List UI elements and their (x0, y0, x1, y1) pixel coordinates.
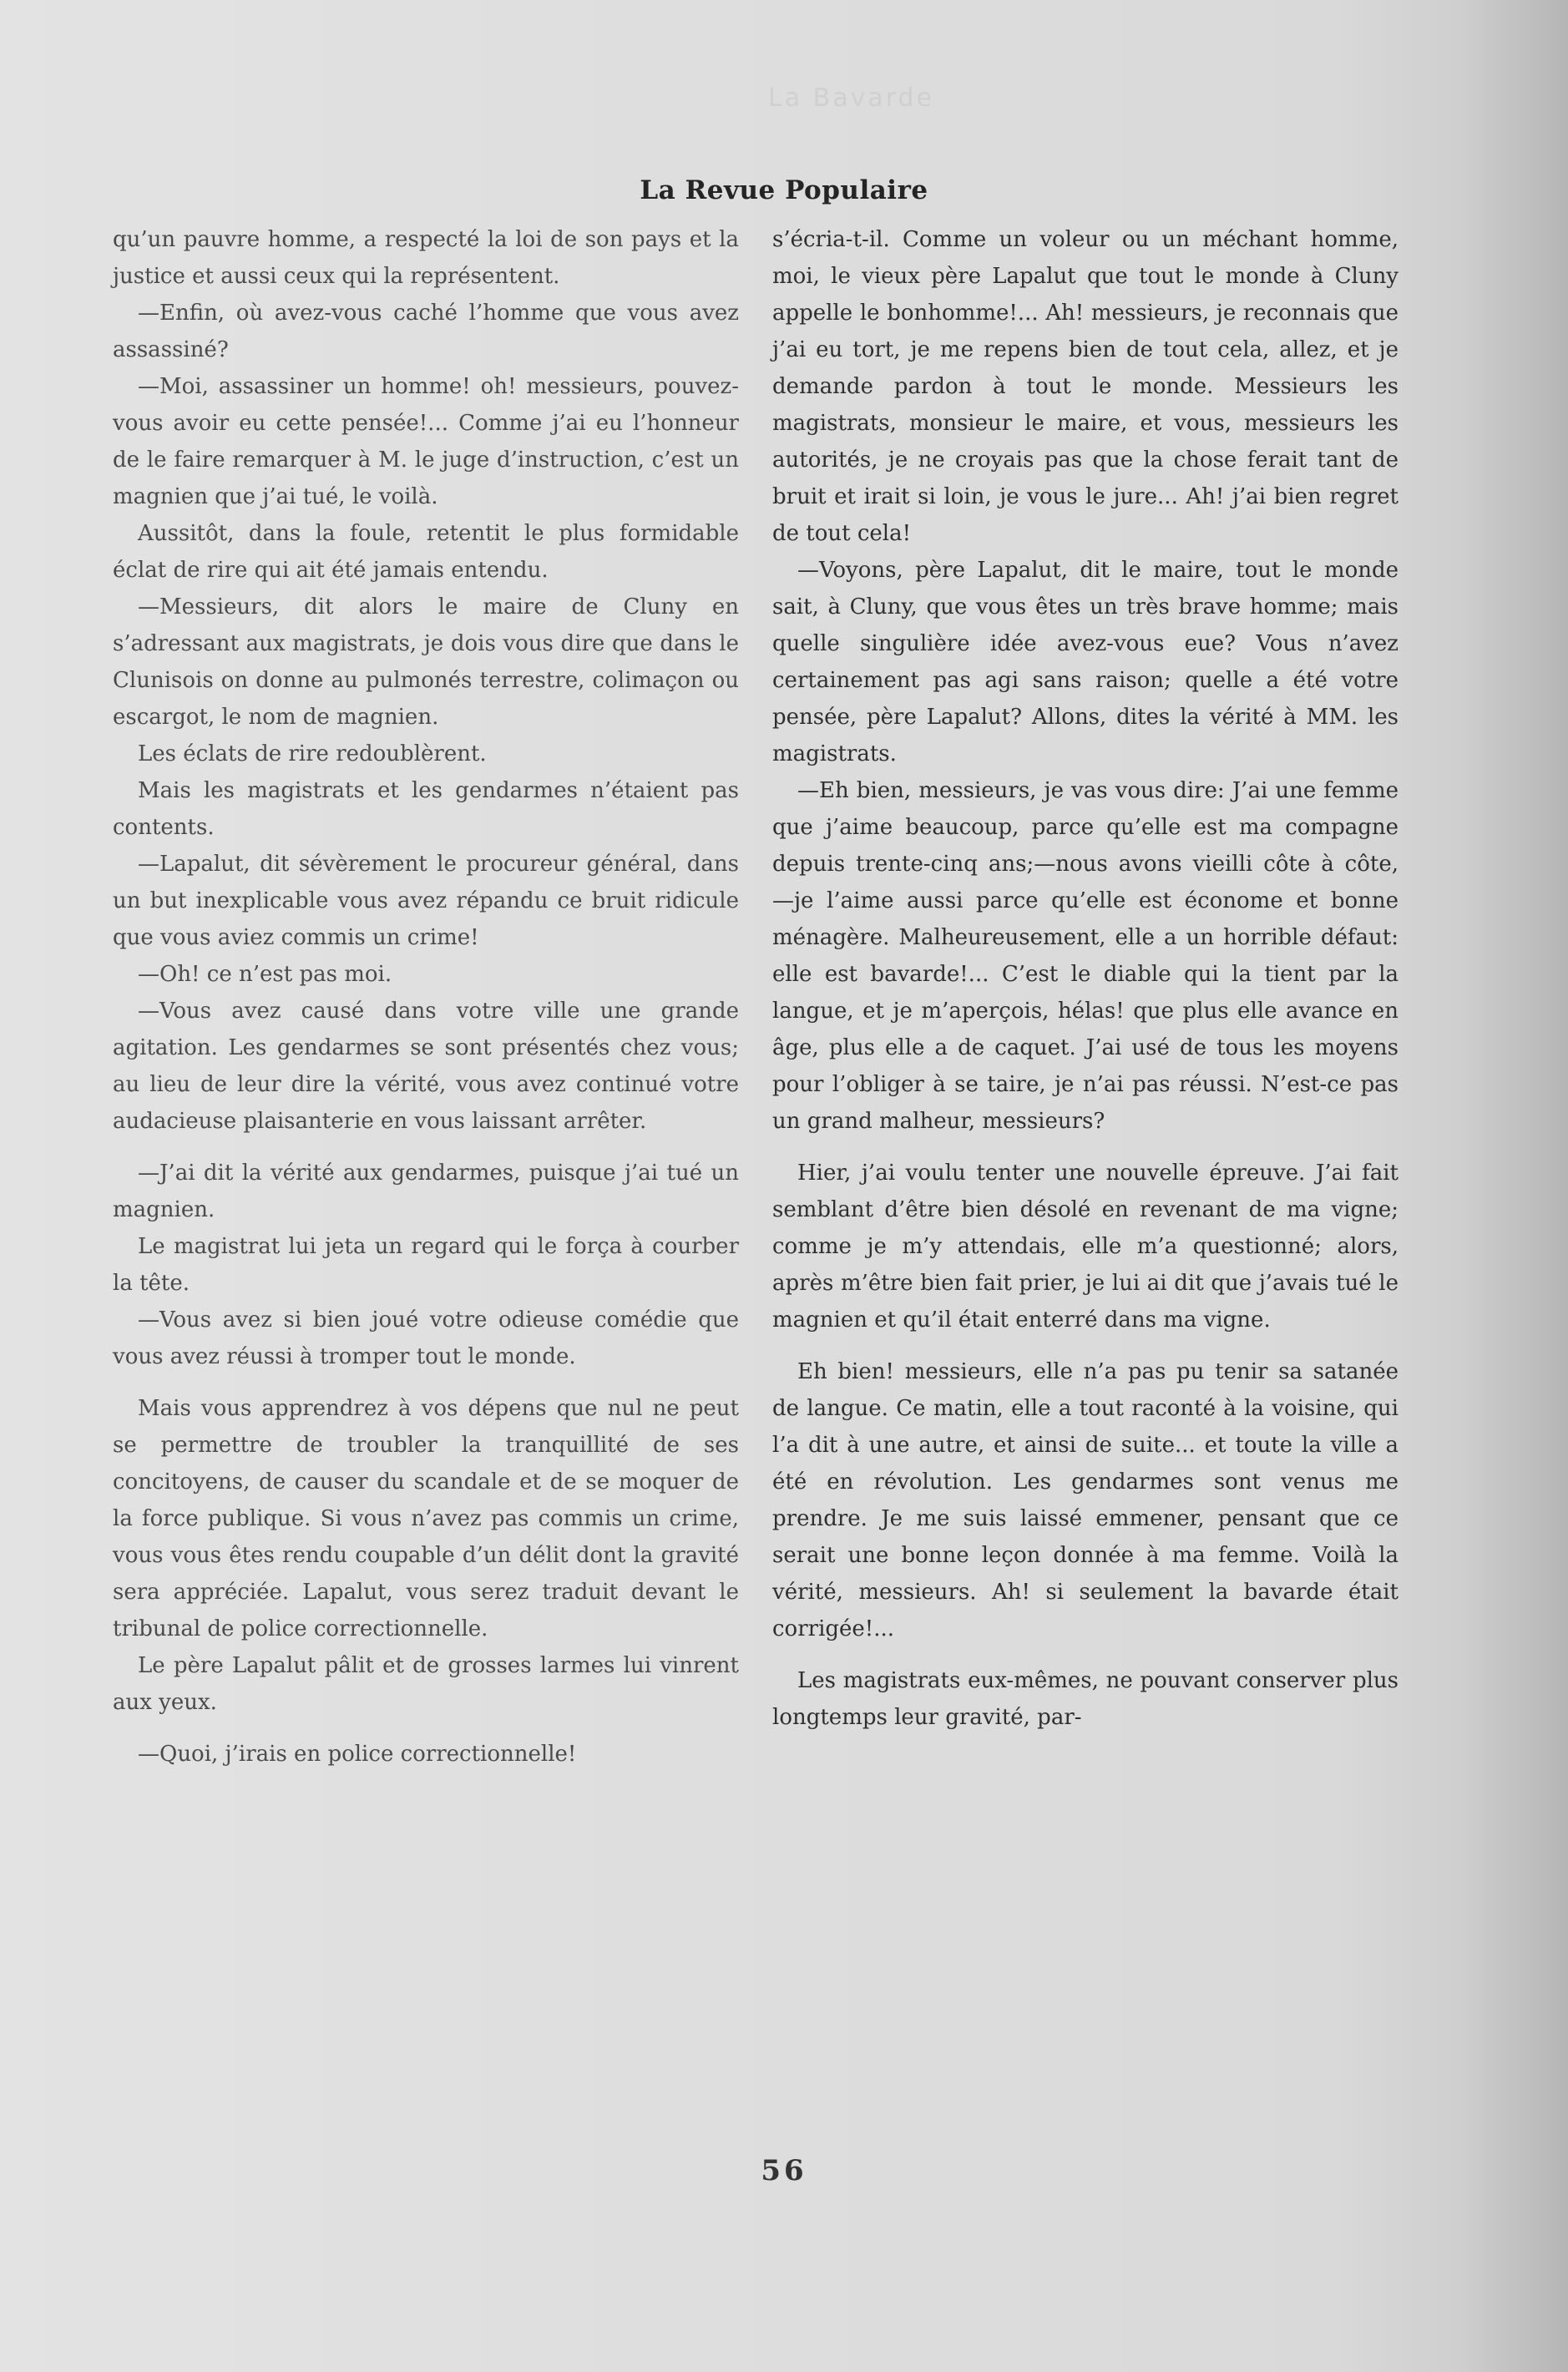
paragraph: —Eh bien, messieurs, je vas vous dire: J’ai une femme que j’aime beaucoup, parce qu’elle est ma compagne depuis trente-cinq ans;—nous avons vieilli côte à côte, —je l’aime aussi parce qu’elle est économe et bonne ménagère. Malheureusement, elle a un horrible défaut: elle est bavarde!... C’est le diable qui la tient par la langue, et je m’aperçois, hélas! que plus elle avance en âge, plus elle a de caquet. J’ai usé de tous les moyens pour l’obliger à se taire, je n’ai pas réussi. N’est-ce pas un grand malheur, messieurs? (772, 778, 1399, 1134)
paragraph: —Voyons, père Lapalut, dit le maire, tout le monde sait, à Cluny, que vous êtes un très brave homme; mais quelle singulière idée avez-vous eue? Vous n’avez certainement pas agi sans raison; quelle a été votre pensée, père Lapalut? Allons, dites la vérité à MM. les magistrats. (772, 558, 1399, 766)
paragraph: —Moi, assassiner un homme! oh! messieurs, pouvez-vous avoir eu cette pensée!... Comme j’ai eu l’honneur de le faire remarquer à M. le juge d’instruction, c’est un magnien que j’ai tué, le voilà. (113, 374, 739, 509)
paragraph: s’écria-t-il. Comme un voleur ou un méchant homme, moi, le vieux père Lapalut que tout le monde à Cluny appelle le bonhomme!... Ah! messieurs, je reconnais que j’ai eu tort, je me repens bien de tout cela, allez, et je demande pardon à tout le monde. Messieurs les magistrats, monsieur le maire, et vous, messieurs les autorités, je ne croyais pas que la chose ferait tant de bruit et irait si loin, je vous le jure... Ah! j’ai bien regret de tout cela! (772, 227, 1399, 546)
paragraph: —Enfin, où avez-vous caché l’homme que vous avez assassiné? (113, 301, 739, 362)
paragraph: Les éclats de rire redoublèrent. (138, 741, 487, 766)
paragraph: Mais les magistrats et les gendarmes n’étaient pas contents. (113, 778, 739, 840)
paragraph: Mais vous apprendrez à vos dépens que nul ne peut se permettre de troubler la tranquillité de ses concitoyens, de causer du scandale et de se moquer de la force publique. Si vous n’avez pas commis un crime, vous vous êtes rendu coupable d’un délit dont la gravité sera appréciée. Lapalut, vous serez traduit devant le tribunal de police correctionnelle. (113, 1396, 739, 1641)
paragraph: —Vous avez si bien joué votre odieuse comédie que vous avez réussi à tromper tout le monde. (113, 1307, 739, 1369)
paragraph: —Vous avez causé dans votre ville une grande agitation. Les gendarmes se sont présentés chez vous; au lieu de leur dire la vérité, vous avez continué votre audacieuse plaisanterie en vous laissant arrêter. (113, 999, 739, 1134)
paragraph: —Messieurs, dit alors le maire de Cluny en s’adressant aux magistrats, je dois vous dire que dans le Clunisois on donne au pulmonés terrestre, colimaçon ou escargot, le nom de magnien. (113, 594, 739, 730)
paragraph: —Lapalut, dit sévèrement le procureur général, dans un but inexplicable vous avez répandu ce bruit ridicule que vous aviez commis un crime! (113, 852, 739, 950)
paragraph: —Quoi, j’irais en police correctionnelle! (138, 1742, 577, 1767)
paragraph: Eh bien! messieurs, elle n’a pas pu tenir sa satanée de langue. Ce matin, elle a tout raconté à la voisine, qui l’a dit à une autre, et ainsi de suite... et toute la ville a été en révolution. Les gendarmes sont venus me prendre. Je me suis laissé emmener, pensant que ce serait une bonne leçon donnée à ma femme. Voilà la vérité, messieurs. Ah! si seulement la bavarde était corrigée!... (772, 1359, 1399, 1641)
paragraph: Hier, j’ai voulu tenter une nouvelle épreuve. J’ai fait semblant d’être bien désolé en revenant de ma vigne; comme je m’y attendais, elle m’a questionné; alors, après m’être bien fait prier, je lui ai dit que j’avais tué le magnien et qu’il était enterré dans ma vigne. (772, 1161, 1399, 1333)
paragraph: Les magistrats eux-mêmes, ne pouvant conserver plus longtemps leur gravité, par- (772, 1668, 1399, 1730)
paragraph: Le magistrat lui jeta un regard qui le força à courber la tête. (113, 1234, 739, 1296)
paragraph: —Oh! ce n’est pas moi. (138, 962, 392, 987)
running-header: La Revue Populaire (640, 175, 928, 205)
paragraph: qu’un pauvre homme, a respecté la loi de son pays et la justice et aussi ceux qui la représentent. (113, 227, 739, 289)
left-column (113, 221, 739, 1773)
paragraph: Le père Lapalut pâlit et de grosses larmes lui vinrent aux yeux. (113, 1653, 739, 1715)
page-number: 56 (761, 2154, 807, 2187)
paragraph: —J’ai dit la vérité aux gendarmes, puisque j’ai tué un magnien. (113, 1161, 739, 1222)
paragraph: Aussitôt, dans la foule, retentit le plus formidable éclat de rire qui ait été jamais entendu. (113, 521, 739, 583)
bleed-through-text: La Bavarde (768, 83, 935, 113)
right-column (772, 221, 1399, 1736)
